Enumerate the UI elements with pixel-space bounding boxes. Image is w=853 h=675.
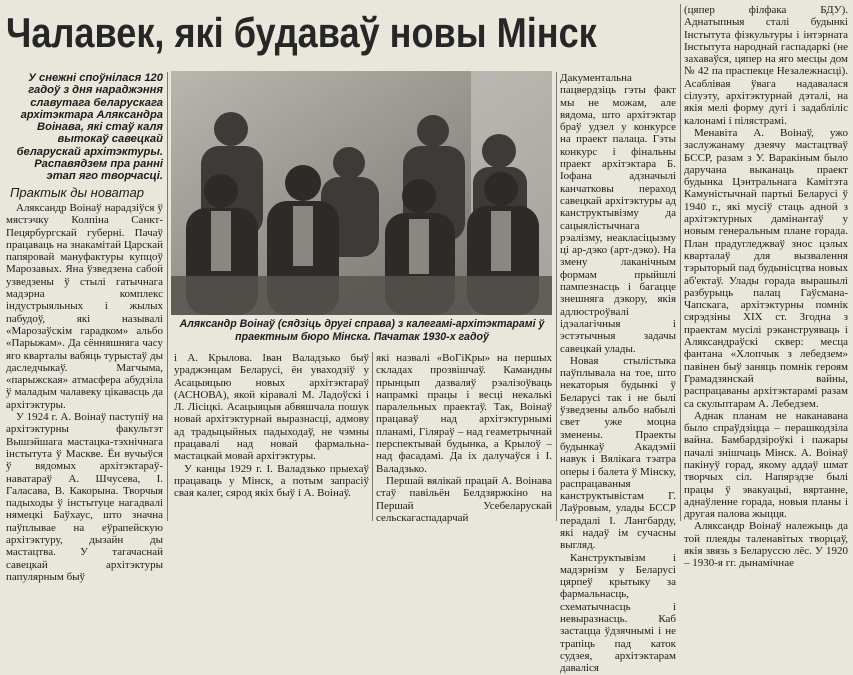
body-paragraph: Аляксандр Воінаў нарадзіўся ў мястэчку Колпіна Санкт-Пецярбургскай губерні. Пачаў працаваць на знакамітай Царскай папяровай мануфактуры купцоў Марозавых. Яна ўзведзена сабой узведзены ў стылі гатычнага мадэрна комплекс індустрыяльных і жылых пабудоў, які называлі «Марозаўскім гарадком» альбо «Парыжам». Да сённяшняга часу яго кварталы вабяць турыстаў ды даследчыкаў. Магчыма, «парыжская» атмасфера абудзіла ў маладым чалавеку цікавасць да архітэктуры. [6, 201, 163, 411]
column-divider [556, 72, 557, 521]
column-divider [167, 72, 168, 521]
photo-caption: Аляксандр Воінаў (сядзіць другі справа) з калегамі-архітэктарамі ў праектным бюро Мінска. Пачатак 1930-х гадоў [179, 318, 545, 343]
lead-paragraph: У снежні споўнілася 120 гадоў з дня нараджэння славутага беларускага архітэктара Аляксандра Воінава, які стаў каля вытокаў савецкай беларускай архітэктуры. Распавядзем пра ранні этап яго творчасці. [16, 72, 163, 183]
column-3 [376, 352, 552, 524]
body-paragraph: які назвалі «ВоГіКры» на першых складах прозвішчаў. Камандны прынцып дазваляў рэалізоўваць напрамкі працы і весці некалькі паралельных праектаў. Так, Воінаў працаваў над архітэктурнымі планамі, Гіляраў – над геаметрычнай перспектывай будынка, а Крылоў – над фасадамі. Да іх далучаўся і І. Валадзько. [376, 352, 552, 475]
body-paragraph: Аляксандр Воінаў належыць да той плеяды таленавітых творцаў, якія звязь з Беларуссю лёс. У 1920 – 1930-я гг. дынамічнае [684, 520, 848, 570]
archive-photo [171, 71, 552, 315]
body-paragraph: Першай вялікай працай А. Воінава стаў павільён Белдзяржкіно на Першай Усебеларускай сельскагаспадарчай [376, 474, 552, 524]
column-5 [684, 4, 848, 570]
headline: Чалавек, які будаваў новы Мінск [6, 9, 597, 56]
column-1 [6, 72, 163, 583]
body-paragraph: (цяпер філфака БДУ). Аднатыпныя сталі будынкі Інстытута фізкультуры і інтэрната Інстытута народнай гаспадаркі (не захаваўся, цяпер на яго месцы дом № 42 па праспекце Незалежнасці). Асаблівая ўвага надавалася сілуэту, архітэктурнай дэталі, на якія мелі форму дугі і задабліліс калонамі і пілястрамі. [684, 4, 848, 127]
body-paragraph: Менавіта А. Воінаў, ужо заслужанаму дзеячу мастацтваў БССР, разам з У. Варакіным было даручана выканаць праект будынка Цэнтральнага Камітэта Камуністычнай партыі Беларусі ў 1940 г., які мусіў стаць адной з архітэктурных дамінантаў у новым генеральным плане горада. План прадугледжваў знос цэлых кварталаў для вызвалення тэрыторый пад будынісцтва новых аб'ектаў. Улады горада вырашылі разбурыць палац Гаўсмана-Чапскага, архітэктурны помнік сярэдзіны XIX ст. Згодна з праектам мусілі рэканструяваць і Аляксандраўскі сквер: месца фантана «Хлопчык з лебедзем» павінен быў заняць помнік героям Грамадзянскай вайны, распрацаваны архітэктарамі разам са скульптарам А. Лебедзем. [684, 126, 848, 410]
subhead: Практык ды новатар [10, 184, 144, 200]
body-paragraph: Дакументальна пацвердзіць гэты факт мы не можам, але вядома, што архітэктар браў удзел у конкурсе на праект палаца. Гэты конкурс і фінальны праект архітэктара Б. Іофана адзначылі канчатковы пераход савецкай архітэктуры ад канструктывізму да сацыялістычнага рэалізму, неакласіцызму ці ар-дэко (арт-дэко). На змену лаканічным формам прыйшлі пампезнасць і багацце знешняга дэкору, якія адлюстроўвалі ідэалагічныя і эстэтычныя задачы савецкай улады. [560, 72, 676, 355]
column-4 [560, 72, 676, 675]
body-paragraph: Канструктывізм і мадэрнізм у Беларусі цярпеў крытыку за фармальнасць, схематычнасць і невыразнасць. Каб застацца ўдзячнымі і не трапіць пад каток судзея, архітэктарам даваліся [560, 551, 676, 675]
body-paragraph: Аднак планам не наканавана было спраўдзіцца – перашкодзіла вайна. Бамбардзіроўкі і пажары пачалі знішчаць Мінск. А. Воінаў пакінуў горад, якому аддаў шмат творчых сіл. Напярэдзе былі працы ў эвакуацыі, вяртанне, аднаўленне горада, новыя планы і другая палова жыцця. [684, 409, 848, 521]
body-paragraph: Новая стылістыка паўплывала на тое, што некаторыя будынкі ў Беларусі так і не былі ўзведзены альбо набылі свет уже моцна зменены. Праекты будынкаў Акадэміі навук і Вялікага тэатра оперы і балета ў Мінску, распрацаваныя канструктывістам Г. Лаўровым, улады БССР перадалі І. Лангбарду, які надаў ім сучасны выгляд. [560, 354, 676, 552]
column-divider [372, 352, 373, 521]
body-paragraph: У канцы 1929 г. І. Валадзько прыехаў працаваць у Мінск, а потым запрасіў свая калег, сярод якіх быў і А. Воінаў. [174, 462, 369, 500]
column-2 [174, 352, 369, 521]
body-paragraph: У 1924 г. А. Воінаў паступіў на архітэктурны факультэт Вышэйшага мастацка-тэхнічнага інстытута ў Маскве. Ён вучыўся ў вядомых архітэктараў-наватараў А. Шчусева, І. Галасава, В. Какорына. Творчыя падыходы ў інстытуце нагадвалі нямецкі Баўхаус, што значна паўплывае на еўрапейскую архітэктуру, дызайн ды мастацтва. У тагачаснай савецкай архітэктуры папулярным быў [6, 411, 163, 583]
body-paragraph: і А. Крылова. Іван Валадзько быў ураджэнцам Беларусі, ён уваходзіў у Асацыяцыю новых архітэктараў (АСНОВА), якой кіравалі М. Ладоўскі і Л. Лісіцкі. Асацыяцыя абвяшчала пошук новай архітэктурнай выразнасці, адмову ад традыцыйных падыходаў, не чэмны працавалі над новай фармальна-мастацкай мовай архітэктуры. [174, 352, 369, 463]
column-divider [680, 4, 681, 521]
